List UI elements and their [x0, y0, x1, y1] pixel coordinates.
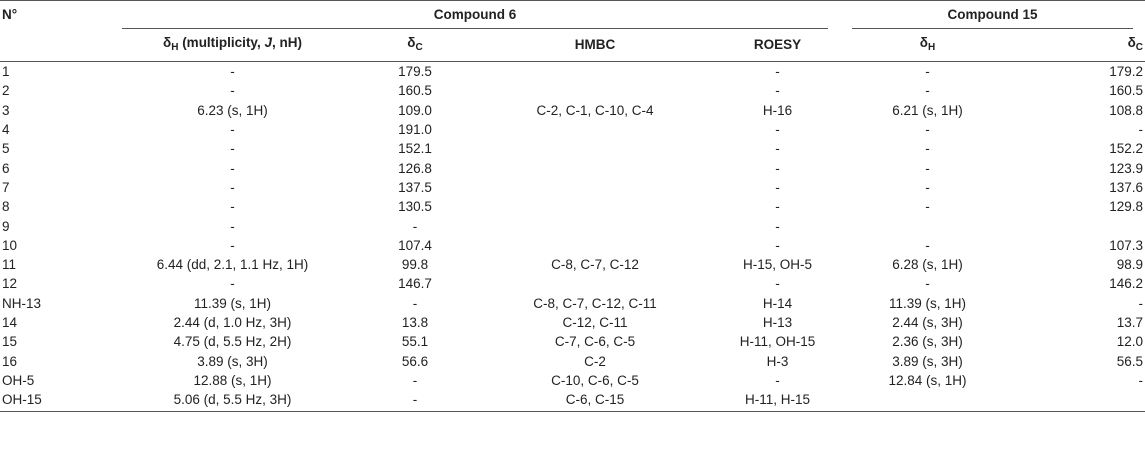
cell-n: 5	[2, 141, 10, 157]
cell-delta-c-15: -	[1138, 122, 1143, 138]
cell-delta-c-6: 137.5	[398, 179, 432, 195]
cell-delta-c-15: 107.3	[1109, 237, 1143, 253]
cell-delta-h-15: 11.39 (s, 1H)	[888, 295, 967, 311]
cell-delta-h-15: 3.89 (s, 3H)	[892, 353, 963, 369]
cell-delta-c-15: 98.9	[1116, 257, 1143, 273]
cell-delta-h-6: -	[230, 237, 235, 253]
cell-n: 6	[2, 160, 10, 176]
cell-delta-h-6: -	[230, 122, 235, 138]
cell-delta-h-15	[840, 216, 1015, 235]
cell-delta-c-6: 109.0	[398, 102, 432, 118]
cell-delta-h-6: 2.44 (d, 1.0 Hz, 3H)	[173, 315, 292, 330]
cell-roesy: -	[775, 179, 780, 195]
cell-hmbc: C-2, C-1, C-10, C-4	[536, 102, 654, 118]
table-row	[0, 274, 1145, 293]
table-header	[0, 1, 1145, 62]
cell-roesy: -	[775, 122, 780, 138]
cell-delta-h-15: 6.21 (s, 1H)	[892, 102, 963, 118]
cell-hmbc: C-8, C-7, C-12, C-11	[533, 295, 657, 311]
cell-delta-c-15: 129.8	[1109, 199, 1143, 215]
cell-delta-c-6: -	[412, 392, 418, 408]
cell-delta-c-6: 55.1	[401, 334, 429, 350]
cell-delta-c-15: 160.5	[1109, 83, 1143, 99]
cell-hmbc: C-7, C-6, C-5	[554, 334, 636, 350]
cell-delta-h-6: -	[230, 83, 235, 99]
cell-delta-h-15: -	[925, 199, 930, 215]
cell-delta-c-15: -	[1138, 372, 1143, 388]
cell-delta-h-15: -	[925, 160, 930, 176]
cell-delta-c-15: 13.7	[1116, 315, 1143, 330]
cell-delta-c-6: 107.4	[398, 237, 432, 253]
table-row	[0, 120, 1145, 139]
table-row	[0, 62, 1145, 82]
header-delta-c-compound-6: $\delta_C$	[407, 35, 423, 53]
cell-delta-c-6: 146.7	[398, 276, 432, 292]
cell-n: 3	[2, 102, 10, 118]
header-compound-15: Compound 15	[840, 1, 1145, 30]
cell-hmbc	[475, 197, 715, 216]
cell-delta-h-15: -	[925, 276, 930, 292]
table-row	[0, 158, 1145, 177]
cell-hmbc: C-8, C-7, C-12	[551, 257, 639, 273]
header-delta-h-compound-15: $\delta_H$	[919, 35, 936, 53]
table-row	[0, 81, 1145, 100]
cell-delta-c-15	[1015, 216, 1145, 235]
cell-hmbc: C-6, C-15	[565, 392, 625, 408]
cell-hmbc	[475, 139, 715, 158]
cell-delta-c-6: 56.6	[401, 353, 429, 369]
cell-roesy: -	[775, 141, 780, 157]
cell-delta-c-15: 146.2	[1109, 276, 1143, 292]
cell-n: 9	[2, 218, 10, 234]
cell-delta-h-15	[840, 390, 1015, 412]
cell-delta-c-15: 12.0	[1116, 334, 1143, 350]
cell-n: 1	[2, 64, 10, 80]
cell-n: 16	[2, 353, 18, 369]
header-n-blank	[0, 29, 110, 62]
cell-delta-h-6: 5.06 (d, 5.5 Hz, 3H)	[173, 392, 292, 408]
table-row	[0, 197, 1145, 216]
cell-hmbc: C-12, C-11	[562, 315, 628, 330]
cell-delta-c-6: -	[412, 295, 418, 311]
table-row	[0, 178, 1145, 197]
cell-roesy: -	[775, 276, 780, 292]
cell-delta-h-15: -	[925, 179, 930, 195]
cell-roesy: -	[775, 372, 780, 388]
cell-delta-h-6: -	[230, 276, 235, 292]
table-row	[0, 371, 1145, 390]
cell-delta-h-15: 2.36 (s, 3H)	[892, 334, 963, 350]
cell-hmbc	[475, 274, 715, 293]
cell-delta-h-15: -	[925, 83, 930, 99]
cell-roesy: -	[775, 237, 780, 253]
cell-delta-h-6: -	[230, 141, 235, 157]
cell-delta-c-15: -	[1138, 295, 1143, 311]
cell-n: 8	[2, 199, 10, 215]
cell-n: OH-15	[2, 392, 42, 408]
cell-hmbc	[475, 120, 715, 139]
cell-n: NH-13	[2, 295, 42, 311]
cell-delta-h-6: -	[230, 64, 235, 80]
cell-delta-h-15: 2.44 (s, 3H)	[892, 315, 963, 330]
cell-roesy: H-3	[766, 353, 789, 369]
cell-roesy: H-16	[762, 102, 793, 118]
cell-hmbc	[475, 216, 715, 235]
cell-n: 10	[2, 237, 18, 253]
cell-n: 11	[2, 257, 17, 273]
table-row	[0, 216, 1145, 235]
cell-delta-c-15: 108.8	[1109, 102, 1143, 118]
table-row	[0, 139, 1145, 158]
table-row	[0, 332, 1145, 351]
cell-roesy: -	[775, 64, 780, 80]
cell-delta-h-6: -	[230, 218, 235, 234]
cell-delta-c-15: 56.5	[1116, 353, 1143, 369]
table-body	[0, 62, 1145, 412]
cell-delta-h-15: -	[925, 237, 930, 253]
cell-n: 14	[2, 315, 18, 330]
cell-n: 12	[2, 276, 18, 292]
header-roesy: ROESY	[753, 36, 802, 52]
cell-hmbc	[475, 81, 715, 100]
cell-n: 15	[2, 334, 18, 350]
cell-delta-h-15: 12.84 (s, 1H)	[888, 372, 967, 388]
cell-delta-h-6: -	[230, 199, 235, 215]
header-delta-c-compound-15: $\delta_C$	[1127, 35, 1143, 53]
cell-delta-c-15: 179.2	[1109, 64, 1143, 80]
header-hmbc: HMBC	[574, 36, 616, 52]
cell-roesy: -	[775, 83, 780, 99]
table-row	[0, 294, 1145, 313]
cell-delta-c-6: 160.5	[398, 83, 432, 99]
cell-delta-h-6: 3.89 (s, 3H)	[197, 353, 268, 369]
cell-delta-c-15: 152.2	[1109, 141, 1143, 157]
cell-roesy: -	[775, 199, 780, 215]
table-row	[0, 390, 1145, 412]
cell-delta-h-6: 6.44 (dd, 2.1, 1.1 Hz, 1H)	[156, 257, 309, 273]
cell-roesy: H-11, H-15	[744, 392, 811, 408]
cell-delta-c-6: 13.8	[401, 315, 429, 330]
cell-n: 7	[2, 179, 10, 195]
table-row	[0, 236, 1145, 255]
cell-roesy: -	[775, 218, 780, 234]
cell-delta-h-6: -	[230, 179, 235, 195]
cell-delta-h-15: 6.28 (s, 1H)	[892, 257, 963, 273]
cell-roesy: H-14	[762, 295, 793, 311]
header-delta-h-compound-6: $\delta_H$ (multiplicity, J, nH)	[163, 35, 302, 53]
cell-delta-h-6: 6.23 (s, 1H)	[197, 102, 268, 118]
cell-delta-h-6: 11.39 (s, 1H)	[193, 295, 272, 311]
cell-n: OH-5	[2, 372, 35, 388]
cell-delta-c-15	[1015, 390, 1145, 412]
cell-roesy: H-15, OH-5	[742, 257, 813, 273]
cell-delta-c-6: 130.5	[398, 199, 432, 215]
table-row	[0, 351, 1145, 370]
cell-delta-c-15: 123.9	[1109, 160, 1143, 176]
cell-delta-c-6: -	[412, 218, 418, 234]
header-n-label: N°	[2, 7, 18, 22]
cell-roesy: -	[775, 160, 780, 176]
table-row	[0, 255, 1145, 274]
cell-delta-h-15: -	[925, 64, 930, 80]
cell-delta-c-6: 126.8	[398, 160, 432, 176]
cell-n: 2	[2, 83, 10, 99]
cell-delta-c-6: 152.1	[398, 141, 432, 157]
cell-hmbc	[475, 62, 715, 82]
cell-delta-h-15: -	[925, 122, 930, 138]
cell-delta-h-6: 4.75 (d, 5.5 Hz, 2H)	[173, 334, 292, 350]
cell-delta-h-6: -	[230, 160, 235, 176]
table-row	[0, 101, 1145, 120]
cell-delta-h-15: -	[925, 141, 930, 157]
cell-delta-h-6: 12.88 (s, 1H)	[193, 372, 272, 388]
cell-roesy: H-13	[762, 315, 793, 330]
cell-n: 4	[2, 122, 10, 138]
cell-hmbc	[475, 178, 715, 197]
cell-delta-c-6: 191.0	[398, 122, 432, 138]
cell-hmbc: C-2	[584, 353, 606, 369]
cell-delta-c-15: 137.6	[1109, 179, 1143, 195]
table-row	[0, 313, 1145, 332]
cell-hmbc	[475, 158, 715, 177]
cell-hmbc: C-10, C-6, C-5	[551, 372, 639, 388]
cell-delta-c-6: 179.5	[398, 64, 432, 80]
cell-delta-c-6: 99.8	[401, 257, 429, 273]
cell-roesy: H-11, OH-15	[739, 334, 816, 350]
header-compound-6: Compound 6	[110, 1, 840, 30]
cell-hmbc	[475, 236, 715, 255]
cell-delta-c-6: -	[412, 372, 418, 388]
